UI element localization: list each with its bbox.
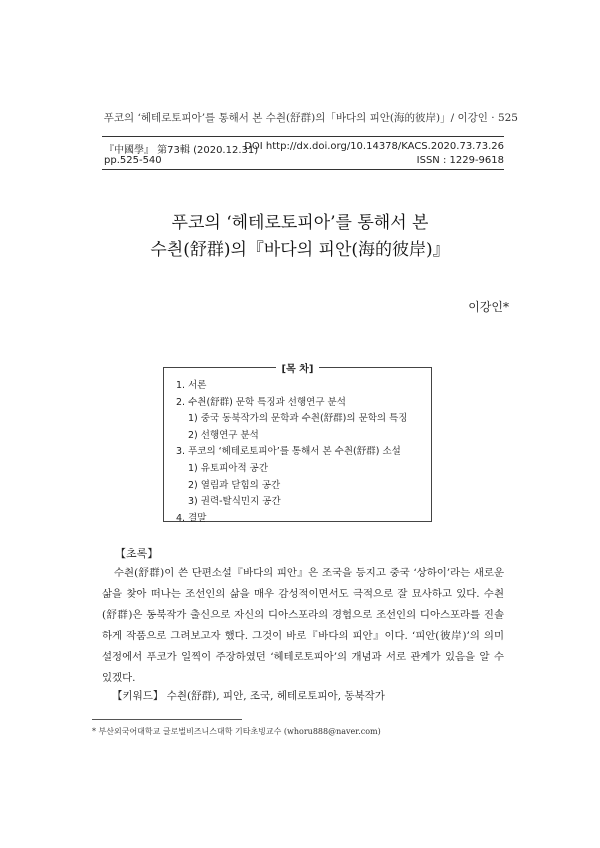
toc-subitem: 3) 권력-탈식민지 공간 [188, 496, 281, 508]
author-footnote: * 부산외국어대학교 글로벌비즈니스대학 기타초빙교수 (whoru888@naver.com) [92, 727, 381, 736]
abstract-label: 【초록】 [115, 547, 159, 560]
issn-text: ISSN : 1229-9618 [416, 155, 504, 166]
keywords: 【키워드】 수칀(舒群), 피안, 조국, 헤테로토피아, 동북작가 [112, 690, 385, 702]
toc-subitem: 2) 선행연구 분석 [188, 429, 259, 441]
journal-info-box [102, 136, 504, 170]
page-range: pp.525-540 [104, 155, 162, 166]
toc-item: 4. 결말 [176, 512, 207, 524]
toc-subitem: 1) 유토피아적 공간 [188, 462, 269, 474]
table-of-contents [163, 364, 432, 524]
title-line-2: 수칀(舒群)의『바다의 피안(海的彼岸)』 [150, 240, 450, 260]
toc-subitem: 2) 열림과 닫힘의 공간 [188, 479, 281, 491]
toc-subitem: 1) 중국 동북작가의 문학과 수칀(舒群)의 문학의 특징 [188, 413, 408, 425]
toc-item: 2. 수칀(舒群) 문학 특징과 선행연구 분석 [176, 396, 346, 408]
paper-title [0, 210, 600, 264]
journal-citation: 『中國學』 第73輯 (2020.12.31) [104, 145, 259, 156]
running-header: 푸코의 ‘헤테로토피아’를 통해서 본 수칀(舒群)의「바다의 피안(海的彼岸)」/ 이강인 · 525 [103, 112, 518, 124]
toc-heading: [목 차] [276, 364, 320, 375]
title-line-1: 푸코의 ‘헤테로토피아’를 통해서 본 [171, 213, 429, 233]
author-name: 이강인* [468, 300, 509, 314]
toc-list [176, 378, 427, 527]
toc-item: 1. 서론 [176, 380, 207, 391]
abstract-body: 수칀(舒群)이 쓴 단편소설『바다의 피안』은 조국을 등지고 중국 ‘상하이’라는 새로운 삶을 찾아 떠나는 조선인의 삶을 매우 감성적이면서도 극적으로 잘 묘사하고 있다. 수칀(舒群)은 동북작가 출신으로 자신의 디아스포라의 경험으로 조선인의 디아스포라를 진솔하게 작품으로 그려보고자 했다. 그것이 바로『바다의 피안』이다. ‘피안(彼岸)’의 의미 설정에서 푸코가 일찍이 주장하였던 ‘헤테로토피아’의 개념과 서로 관계가 있음을 알 수 있겠다. [102, 567, 504, 684]
toc-item: 3. 푸코의 ‘헤테로토피아’를 통해서 본 수칀(舒群) 소설 [176, 446, 401, 458]
footnote-divider [92, 719, 242, 720]
doi-text: DOI http://dx.doi.org/10.14378/KACS.2020.73.73.26 [244, 141, 504, 152]
